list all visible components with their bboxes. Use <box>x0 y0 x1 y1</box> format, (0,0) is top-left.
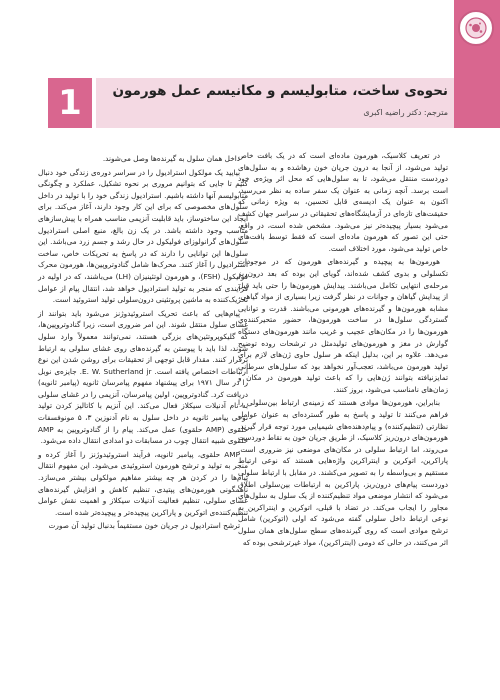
paragraph: در تعریف کلاسیک، هورمون ماده‌ای است که در یک بافت خاص تولید می‌شود، از آنجا به درون جریان خون رهاشده و به سلول‌های دوردست منتقل می‌شود، تا به سلول‌هایی که محل اثر ویژه‌ی خود است برسد. آنچه زمانی به عنوان یک سفر ساده به نظر می‌رسید، اکنون به عنوان یک ادیسه‌ی قابل تحسین، به ویژه زمانی که حقیقت‌های تازه‌ای در آزمایشگاه‌های تحقیقاتی در سراسر جهان کشف می‌شود بسیار پیچیده‌تر نیز می‌شود. مشخص شده است، در واقع، حتی این تصور که هورمون ماده‌ای است که فقط توسط بافت‌های خاص تولید می‌شود، مورد اختلاف است. <box>238 151 448 253</box>
paragraph: داخل همان سلول به گیرنده‌ها وصل می‌شوند. <box>102 154 240 163</box>
left-column <box>38 153 248 534</box>
chapter-title: نحوه‌ی ساخت، متابولیسم و مکانیسم عمل هورمون <box>112 83 448 99</box>
paragraph: پیام‌هایی که باعث تحریک استروئیدوژنز می‌شود باید بتوانند از غشای سلول منتقل شوند. این امر ضروری است، زیرا گنادوتروپین‌ها، که گلیکوپروتئین‌های بزرگی هستند، نمی‌توانند معمولاً وارد سلول شوند، لذا باید با پیوستن به گیرنده‌های روی غشای سلولی به ارتباط برقرار کنند. مقدار قابل توجهی از تحقیقات برای روشن شدن این نوع ارتباطات اختصاص یافته است. E. W. Sutherland jr. جایزه‌ی نوبل را در سال ۱۹۷۱ برای پیشنهاد مفهوم پیامرسان ثانویه (پیامبر ثانویه) دریافت کرد. گنادوتروپین، اولین پیامرسان، آنزیمی را در غشای سلولی به نام آدنیلات سیکلاز فعال می‌کند. این آنزیم با کاتالیز کردن تولید نوعی پیامبر ثانویه در داخل سلول به نام آدنوزین ۳، ۵ مونوفسفات حلقوی (AMP حلقوی) عمل می‌کند. پیام را از گنادوتروپین به AMP حلقوی شبیه انتقال چوب در مسابقات دو امدادی انتقال داده می‌شود. <box>38 308 249 446</box>
right-column <box>238 150 448 550</box>
paragraph: بنابراین، هورمون‌ها موادی هستند که زمینه‌ی ارتباط بین‌سلولی را فراهم می‌کنند تا تولید و پاسخ به طور گسترده‌ای به عنوان عوامل نظارتی (تنظیم‌کننده) و پیام‌دهنده‌های شیمیایی مورد توجه قرار گیرند. هورمون‌های درون‌ریز کلاسیک، از طریق جریان خون به نقاط دوردست می‌روند، اما ارتباط سلولی در مکان‌های موضعی نیز ضروری است. پاراکرین، اتوکرین و اینتراکرین واژه‌هایی هستند که نوعی ارتباط مستقیم و بی‌واسطه را به تصویر می‌کشند. در مقابل با ارتباط سلولی دوردست پیام‌های درون‌ریز، پاراکرین به ارتباطات بین‌سلولی اطلاق می‌شود که انتشار موضعی مواد تنظیم‌کننده از یک سلول به سلول‌های مجاور را ایجاب می‌کند. در تضاد با قبلی، اتوکرین و اینتراکرین به نوعی ارتباط داخل سلولی گفته می‌شود که اولی (اتوکرین) شامل ترشح موادی است که روی گیرنده‌های سطح سلول‌های همان سلول اثر می‌کنند، در حالی که دومی (اینتراکرین)، مواد غیرترشحی بوده که <box>238 398 448 547</box>
paragraph: بیایید یک مولکول استرادیول را در سراسر دوره‌ی زندگی خود دنبال کنیم تا جایی که بتوانیم مروری بر نحوه تشکیل، عملکرد و چگونگی متابولیسم آنها داشته باشیم. استرادیول زندگی خود را با تولید در داخل سلول‌های مخصوصی که برای این کار وجود دارند، آغاز می‌کند. برای ایجاد این ساختوساز، باید قابلیت آنزیمی مناسب همراه با پیش‌سازهای مناسب وجود داشته باشد. در یک زن بالغ، منبع اصلی استرادیول سلول‌های گرانولوزای فولیکول در حال رشد و جسم زرد می‌باشد. این سلول‌ها این توانایی را دارند که در پاسخ به تحریکات خاص، ساخت استرادیول را آغاز کنند. محرک‌ها شامل گنادوتروپین‌ها، هورمون محرک فولیکول (FSH)، و هورمون لوتئینیزان (LH) می‌باشند، که در اولیه در فرآیندی که منجر به تولید استرادیول خواهد شد، انتقال پیام از عوامل تحریک‌کننده به ماشین پروتئینی درون‌سلولی تولید استروئید است. <box>38 167 248 305</box>
cell-icon <box>464 16 488 40</box>
logo <box>458 10 494 46</box>
chapter-number: 1 <box>48 78 92 128</box>
paragraph: ترشح استرادیول در جریان خون مستقیماً بدنبال تولید آن صورت <box>48 521 240 531</box>
translator-line: مترجم: دکتر راضیه اکبری <box>363 108 448 117</box>
paragraph: هورمون‌ها به پیچیده و گیرنده‌های هورمون که در موجودات تکسلولی و بدوی کشف شده‌اند، گویای این بوده که بعد درون‌ریز مرحله‌ی انتهایی تکامل می‌باشند. پیدایش هورمون‌ها را حتی باید قبل از پیدایش گیاهان و جوانات در نظر گرفت زیرا بسیاری از مواد گیاهی، مشابه هورمون‌ها و گیرنده‌های هورمونی می‌باشند. قدرت و توانایی گستردگی سلول‌ها در ساخت هورمون‌ها، حضور متحیرکننده‌ی هورمون‌ها را در مکان‌های عجیب و غریب مانند هورمون‌های دستگاه گوارش در مغز و هورمون‌های تولیدمثل در ترشحات روده توضیح می‌دهد. علاوه بر این، بدلیل اینکه هر سلول حاوی ژن‌های لازم برای تولید هورمون می‌باشد، تعجب‌آور نخواهد بود که سلول‌های سرطانی تمایزنیافته بتوانند ژن‌هایی را که باعث تولید هورمون در مکان و زمان‌های نامناسب می‌شود، بروز کنند. <box>238 257 448 394</box>
paragraph: AMP حلقوی، پیامبر ثانویه، فرآیند استروئیدوژنز را آغاز کرده و منجر به تولید و ترشح هورمون استروئیدی می‌شود. این مفهوم انتقال پیام‌ها را در کردن هر چه بیشتر مفاهیم مولکولی بیشتر می‌سازد. ناهمگونی هورمون‌های پپتیدی، تنظیم کاهش و افزایش گیرنده‌های غشای سلولی، تنظیم فعالیت آدنیلات سیکلاز و اهمیت نقش عوامل تنظیم‌کننده‌ی اتوکرین و پاراکرین پیچیده‌تر و پیچیده‌تر شده است. <box>38 449 248 517</box>
